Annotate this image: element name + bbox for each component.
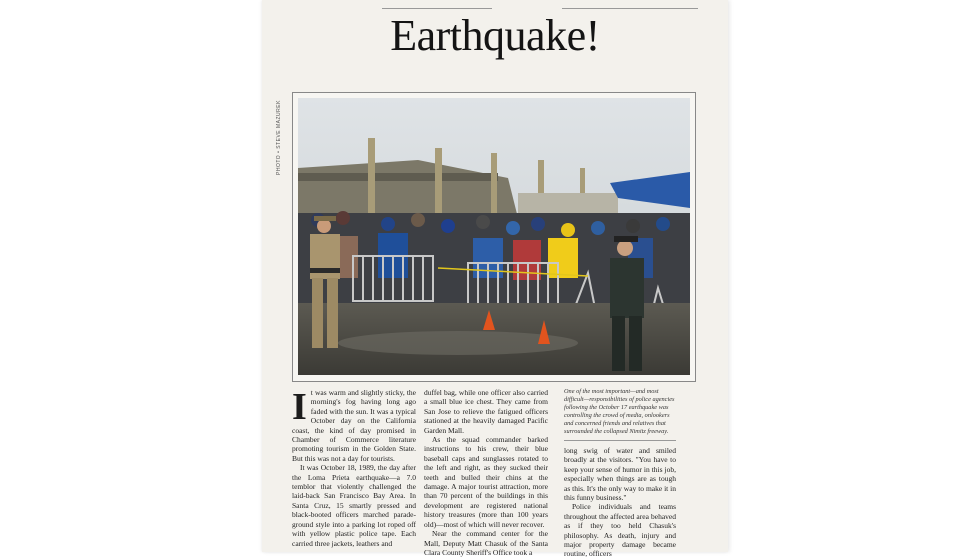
photo-frame: [292, 92, 696, 382]
col3-para-2: Police individuals and teams throughout the affected area behaved as if they too held Chasuk's philosophy. As death, injury and major property damage became routine, officers: [564, 502, 676, 559]
column-2: [424, 388, 548, 557]
col3-para-1: long swig of water and smiled broadly at the visitors. "You have to keep your sense of humor in this job, especially when things are as tough as this. It's the only way to make it in this funny business.": [564, 446, 676, 503]
photo-credit: PHOTO • STEVE MAZUREK: [276, 100, 282, 175]
earthquake-crowd-photo: [298, 98, 690, 375]
col1-para-1: [292, 388, 416, 463]
drop-cap: I: [292, 386, 307, 428]
col2-para-3: Near the command center for the Mall, Deputy Matt Chasuk of the Santa Clara County Sheriff's Office took a: [424, 529, 548, 557]
magazine-page: [262, 0, 728, 559]
col2-para-2: As the squad commander barked instructions to his crew, their blue baseball caps and sunglasses rotated to the left and right, as they sucked their teeth and bulled their chins at the damage. A major tourist attraction, more than 70 percent of the buildings in this development are registered national history treasures (more than 100 years old)—most of which will never recover.: [424, 435, 548, 529]
column-1: [292, 388, 416, 548]
col1-text-1: t was warm and slightly sticky, the morning's fog having long ago faded with the sun. It was a typical October day on the California coast, the kind of day promised in Chamber of Commerce literature promoting tourism in the Golden State. But this was not a day for tourists.: [292, 388, 416, 463]
col2-para-1: duffel bag, while one officer also carried a small blue ice chest. They came from San Jose to relieve the fatigued officers stationed at the heavily damaged Pacific Garden Mall.: [424, 388, 548, 435]
photo-illustration: [298, 98, 690, 375]
column-3: [564, 388, 676, 559]
top-rule-left: [382, 8, 492, 9]
photo-caption: One of the most important—and most difficult—responsibilities of police agencies following the October 17 earthquake was controlling the crowd of media, onlookers and concerned friends and relatives that surrounded the collapsed Nimitz freeway.: [564, 388, 676, 441]
top-rule-right: [562, 8, 698, 9]
col1-para-2: It was October 18, 1989, the day after the Loma Prieta earthquake—a 7.0 temblor that violently challenged the laid-back San Francisco Bay Area. In Santa Cruz, 15 smartly pressed and black-booted officers marched parade-ground style into a parking lot roped off with yellow plastic police tape. Each carried three jackets, leathers and: [292, 463, 416, 548]
article-title: Earthquake!: [390, 11, 600, 60]
